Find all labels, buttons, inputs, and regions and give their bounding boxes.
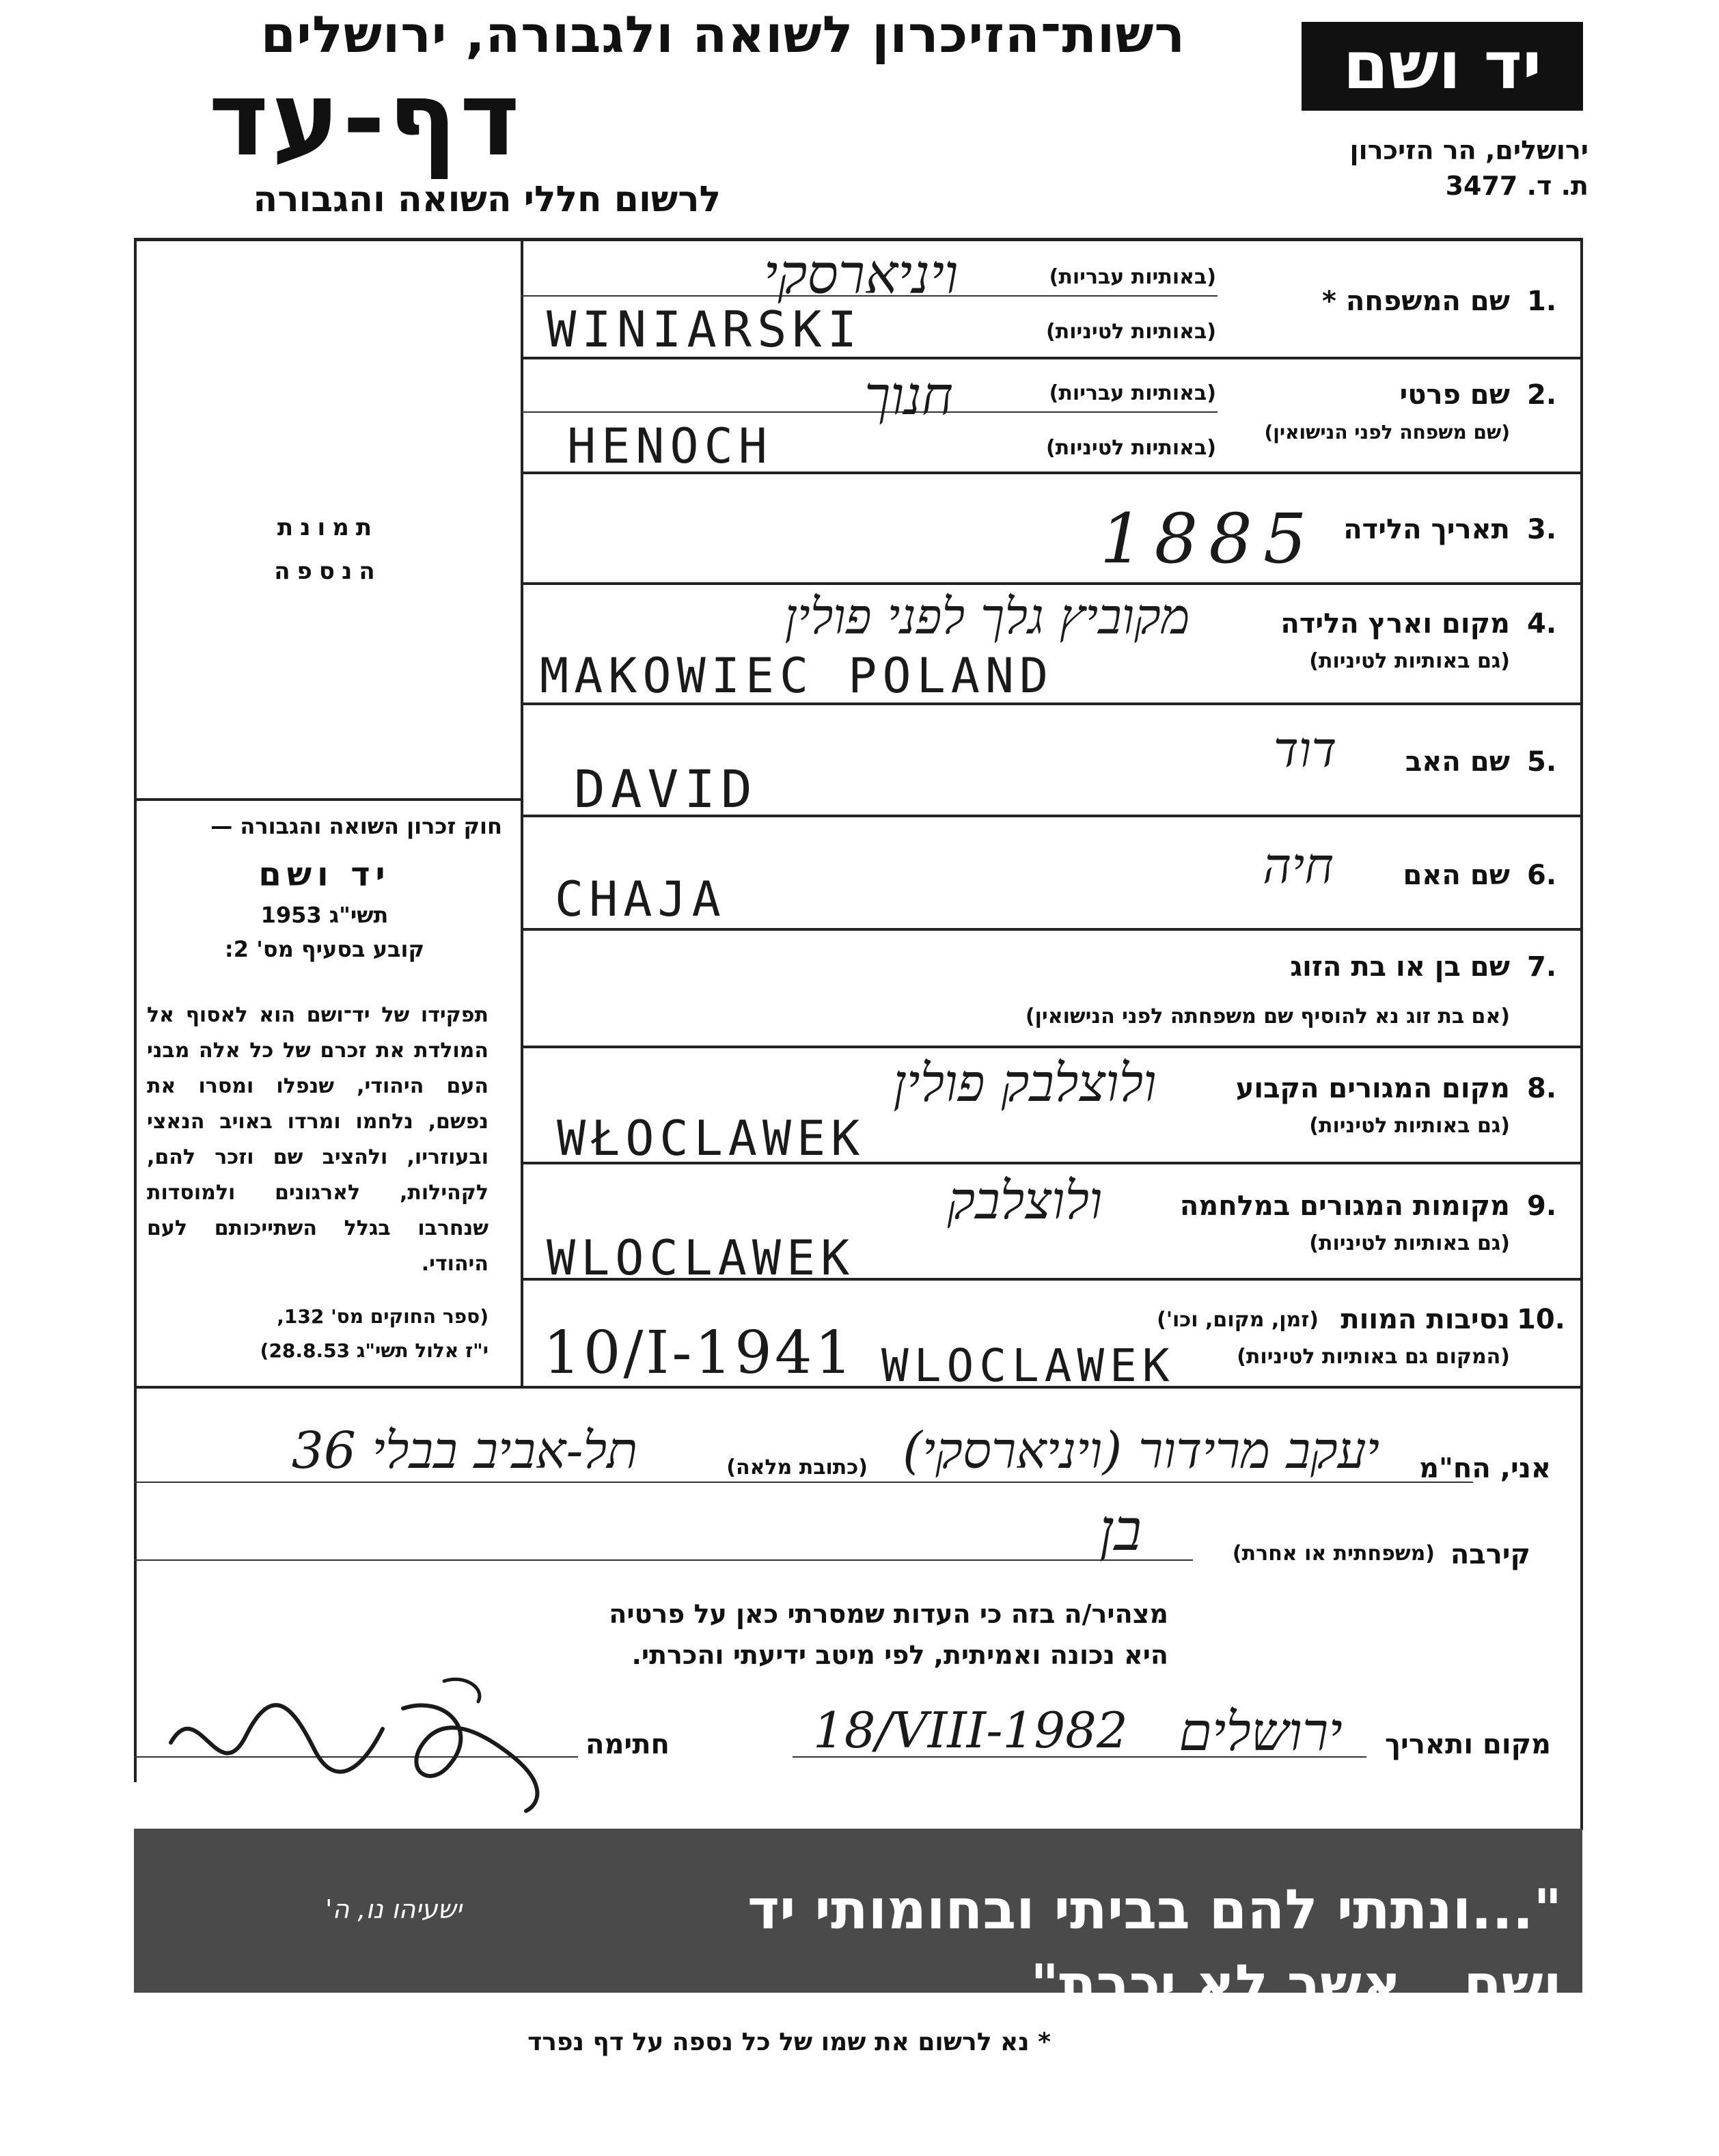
relation-tag: (משפחתית או אחרת) [1232,1542,1435,1566]
field4-sublabel: (גם באותיות לטיניות) [1309,649,1510,673]
frame-right [1580,238,1583,1830]
field1-heb-tag: (באותיות עבריות) [1049,265,1216,289]
law-clause: קובע בסעיף מס' 2: [224,936,425,962]
law-year: תשי"ג 1953 [260,902,389,928]
field5-number: 5. [1527,746,1557,778]
frame-left [134,238,137,1782]
field10-date-value: 10/I-1941 [543,1319,855,1387]
field2-lat-tag: (באותיות לטיניות) [1046,436,1216,460]
declaration-prefix: אני, הח"מ [1419,1453,1551,1484]
banner-quote: "...ונתתי להם בביתי ובחומותי יד ושם...אשר לא יכרת" [747,1878,1562,2017]
declaration-line-2 [134,1559,1193,1561]
row-sep-3 [521,582,1583,585]
law-title: חוק זכרון השואה והגבורה — [210,813,502,839]
field8-number: 8. [1527,1073,1557,1104]
field10-place-value: WLOCLAWEK [881,1339,1175,1392]
field10-sublabel: (המקום גם באותיות לטיניות) [1237,1345,1510,1369]
law-ref-1: (ספר החוקים מס' 132, [277,1305,489,1328]
field9-heb-value: ולוצלבק [947,1170,1103,1231]
photo-label-2: הנספה [274,558,382,585]
law-ref-2: י"ז אלול תשי"ג 28.8.53) [260,1339,489,1362]
page-title: דף-עד [208,60,523,179]
field1-label: שם המשפחה * [1322,286,1510,317]
address: ירושלים, הר הזיכרון [1349,135,1589,165]
field8-label: מקום המגורים הקבוע [1235,1073,1510,1104]
field8-lat-value: WŁOCLAWEK [557,1110,866,1166]
field6-label: שם האם [1403,860,1510,891]
statement-line-2: היא נכונה ואמיתית, לפי מיטב ידיעתי והכרתי. [631,1640,1168,1670]
declaration-address-tag: (כתובת מלאה) [726,1456,868,1479]
field9-number: 9. [1527,1190,1557,1222]
declaration-line-1 [134,1482,1473,1483]
field1-number: 1. [1527,286,1557,317]
po-box: ת. ד. 3477 [1445,171,1589,201]
declaration-top [134,1386,1583,1389]
field1-heb-value: ויניארסקי [763,243,959,306]
field2-number: 2. [1527,379,1557,411]
field8-heb-value: ולוצלבק פולין [893,1052,1157,1113]
field6-heb-value: חיה [1263,837,1334,895]
law-name: יד ושם [258,856,391,894]
field10-label: נסיבות המוות [1340,1304,1510,1335]
field4-label: מקום וארץ הלידה [1280,608,1510,640]
field7-number: 7. [1527,951,1557,983]
field1-lat-value: WINIARSKI [547,301,863,358]
field9-label: מקומות המגורים במלחמה [1179,1190,1510,1222]
field8-sublabel: (גם באותיות לטיניות) [1309,1114,1510,1138]
field3-label: תאריך הלידה [1343,514,1510,545]
field4-number: 4. [1527,608,1557,640]
page-subtitle: לרשום חללי השואה והגבורה [253,179,721,220]
field4-heb-value: מקוביץ גלך לפני פולין [784,588,1190,645]
field9-lat-value: WLOCLAWEK [547,1230,855,1286]
field1-lat-tag: (באותיות לטיניות) [1046,320,1216,344]
field4-lat-value: MAKOWIEC POLAND [540,648,1054,704]
law-text: תפקידו של יד־ושם הוא לאסוף אל המולדת את זכרם של כל אלה מבני העם היהודי, שנפלו ומסרו את נפשם, נלחמו ומרדו באויב הנאצי ובעוזריו, ולהציב שם וזכר להם, לקהילות, לארגונים ולמוסדות שנחרבו בגלל השתייכותם לעם היהודי. [147,1003,489,1276]
place-date-label: מקום ותאריך [1384,1729,1551,1760]
yad-vashem-logo [1302,22,1583,111]
column-divider [521,238,523,1386]
field7-label: שם בן או בת הזוג [1290,951,1510,983]
banner-source: ישעיהו נו, ה' [325,1894,462,1924]
field2-heb-value: חנוך [864,366,953,427]
field2-sublabel: (שם משפחה לפני הנישואין) [1264,421,1510,444]
place-value: ירושלים [1179,1702,1343,1763]
signature-mark [157,1667,567,1818]
date-value: 18/VIII-1982 [813,1702,1128,1759]
relation-value: בן [1099,1497,1142,1564]
field2-label: שם פרטי [1399,379,1510,411]
quote-banner [134,1829,1582,2017]
field7-sublabel: (אם בת זוג נא להוסיף שם משפחתה לפני הנישואין) [1025,1005,1510,1028]
relation-label: קירבה [1450,1539,1530,1570]
frame-top [134,238,1583,241]
field9-sublabel: (גם באותיות לטיניות) [1309,1231,1510,1255]
photo-label-1: תמונת [277,514,379,541]
statement-line-1: מצהיר/ה בזה כי העדות שמסרתי כאן על פרטיה [609,1599,1168,1629]
field10-number: 10. [1517,1304,1565,1335]
field6-lat-value: CHAJA [555,871,726,927]
logo-text: יד ושם [1343,27,1542,104]
sidebar-divider [134,798,523,801]
field2-heb-tag: (באותיות עבריות) [1049,381,1216,405]
field3-value: 1885 [1100,499,1318,579]
row-sep-6 [521,928,1583,931]
declarant-address: תל-אביב בבלי 36 [291,1421,638,1480]
field3-number: 3. [1527,514,1557,545]
field2-lat-value: HENOCH [567,418,773,474]
footnote: * נא לרשום את שמו של כל נספה על דף נפרד [527,2028,1051,2056]
field5-heb-value: דוד [1273,721,1337,778]
field10-tag: (זמן, מקום, וכו') [1157,1308,1319,1332]
field5-label: שם האב [1405,746,1510,778]
field5-lat-value: DAVID [574,759,758,819]
row-sep-7 [521,1046,1583,1048]
signature-label: חתימה [585,1729,670,1760]
authority-title: רשות־הזיכרון לשואה ולגבורה, ירושלים [260,5,1185,64]
declarant-name: יעקב מרידור (ויניארסקי) [902,1421,1380,1480]
field6-number: 6. [1527,860,1557,891]
